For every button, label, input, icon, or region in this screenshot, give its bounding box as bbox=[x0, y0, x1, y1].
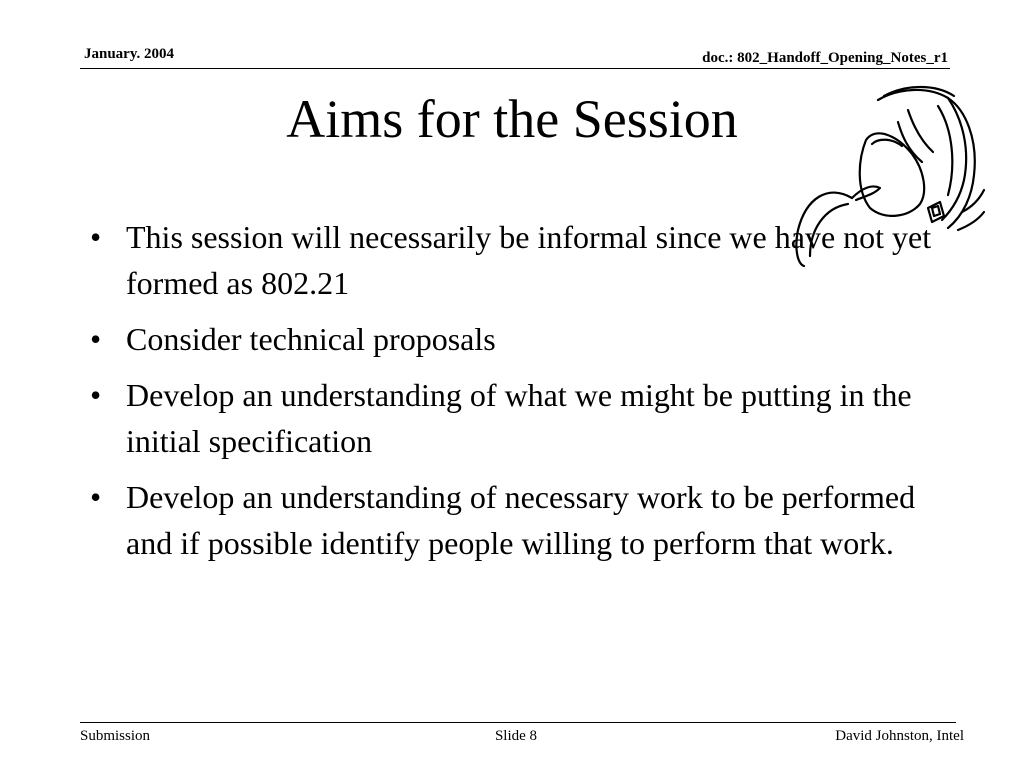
bullet-text: This session will necessarily be informal since we have not yet formed as 802.21 bbox=[126, 219, 932, 301]
bullet-marker: • bbox=[90, 377, 102, 413]
bullet-list bbox=[84, 214, 950, 576]
list-item bbox=[84, 214, 950, 306]
bullet-marker: • bbox=[90, 219, 102, 255]
bullet-marker: • bbox=[90, 321, 102, 357]
bullet-marker: • bbox=[90, 479, 102, 515]
list-item bbox=[84, 316, 950, 362]
list-item bbox=[84, 474, 950, 566]
header-divider bbox=[80, 68, 950, 69]
header-doc-id: doc.: 802_Handoff_Opening_Notes_r1 bbox=[702, 50, 948, 66]
footer-divider bbox=[80, 722, 956, 723]
footer-author: David Johnston, Intel bbox=[835, 728, 964, 744]
slide-title-text: Aims for the Session bbox=[286, 89, 738, 149]
bullet-text: Consider technical proposals bbox=[126, 321, 496, 357]
list-item bbox=[84, 372, 950, 464]
bullet-text: Develop an understanding of necessary work to be performed and if possible identify people willing to perform that work. bbox=[126, 479, 916, 561]
bullet-text: Develop an understanding of what we might be putting in the initial specification bbox=[126, 377, 912, 459]
footer-slide-number: Slide 8 bbox=[494, 728, 538, 744]
footer-submission: Submission bbox=[80, 728, 151, 744]
header-date: January. 2004 bbox=[84, 46, 175, 62]
